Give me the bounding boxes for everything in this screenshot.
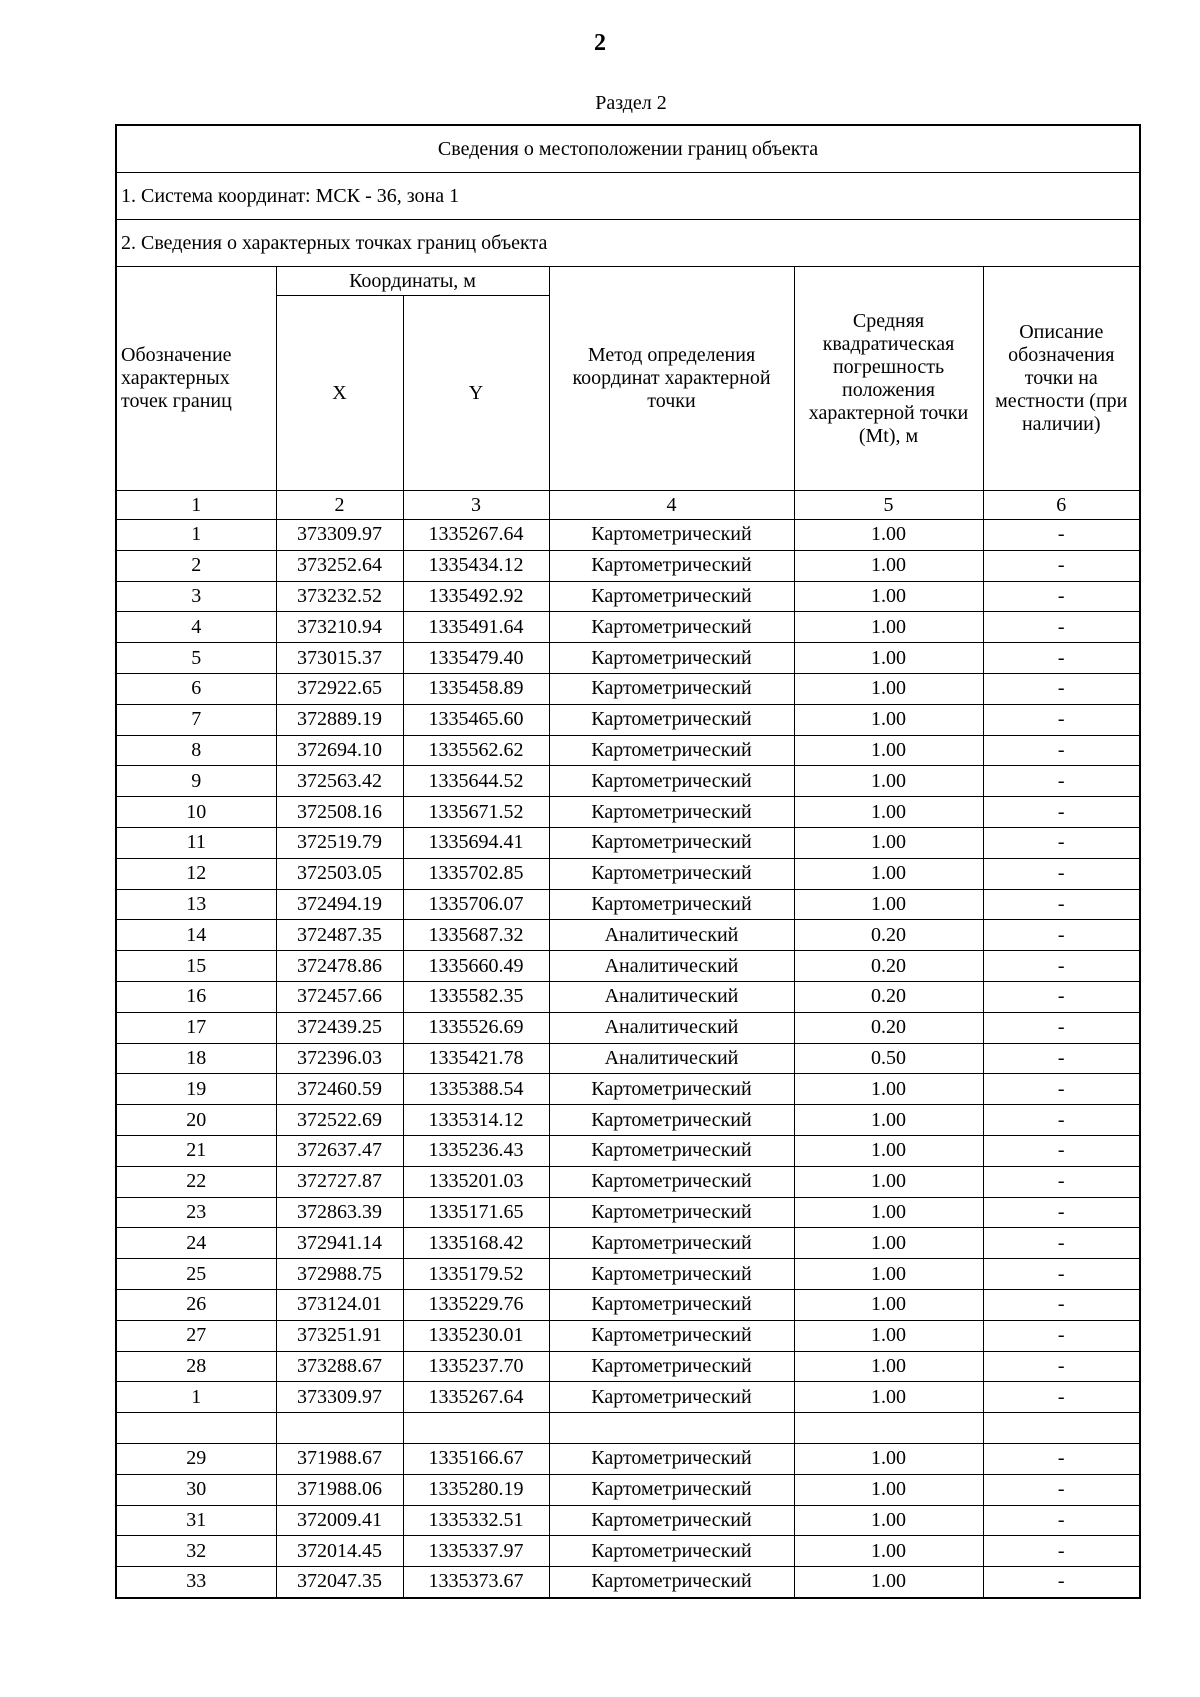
method-cell: Аналитический [549,951,794,982]
method-cell: Картометрический [549,673,794,704]
table-row [116,520,1140,551]
method-cell: Картометрический [549,1382,794,1413]
y-cell: 1335660.49 [403,951,549,982]
x-cell: 372047.35 [276,1567,403,1598]
y-cell: 1335702.85 [403,858,549,889]
x-cell: 372503.05 [276,858,403,889]
table-row [116,1443,1140,1474]
table-row [116,1012,1140,1043]
table-row [116,1320,1140,1351]
y-cell: 1335168.42 [403,1228,549,1259]
point-id-cell: 25 [116,1259,276,1290]
table-row [116,889,1140,920]
y-cell: 1335236.43 [403,1135,549,1166]
y-cell: 1335421.78 [403,1043,549,1074]
points-heading: 2. Сведения о характерных точках границ объекта [116,220,1140,267]
table-row [116,673,1140,704]
table-row [116,766,1140,797]
description-cell: - [983,1474,1140,1505]
point-id-cell: 8 [116,735,276,766]
header-coordinates: Координаты, м [276,267,549,296]
description-cell: - [983,1351,1140,1382]
table-row [116,1567,1140,1598]
separator-row [116,1413,1140,1444]
header-method: Метод определения координат характерной точки [549,267,794,491]
error-cell: 1.00 [794,1259,983,1290]
error-cell: 1.00 [794,1320,983,1351]
method-cell: Картометрический [549,1259,794,1290]
description-cell: - [983,581,1140,612]
table-row [116,1536,1140,1567]
table-row [116,1166,1140,1197]
x-cell: 372439.25 [276,1012,403,1043]
column-number: 6 [983,491,1140,520]
error-cell: 1.00 [794,581,983,612]
x-cell: 373251.91 [276,1320,403,1351]
method-cell: Аналитический [549,1012,794,1043]
method-cell: Картометрический [549,581,794,612]
table-row [116,1197,1140,1228]
y-cell: 1335492.92 [403,581,549,612]
point-id-cell: 7 [116,704,276,735]
empty-cell [549,1413,794,1444]
table-row [116,1505,1140,1536]
y-cell: 1335267.64 [403,1382,549,1413]
method-cell: Картометрический [549,1505,794,1536]
method-cell: Картометрический [549,766,794,797]
column-number: 3 [403,491,549,520]
point-id-cell: 10 [116,797,276,828]
error-cell: 1.00 [794,735,983,766]
header-x: X [276,296,403,491]
y-cell: 1335687.32 [403,920,549,951]
point-id-cell: 17 [116,1012,276,1043]
method-cell: Картометрический [549,1166,794,1197]
x-cell: 372863.39 [276,1197,403,1228]
point-id-cell: 2 [116,550,276,581]
description-cell: - [983,797,1140,828]
point-id-cell: 1 [116,520,276,551]
description-cell: - [983,643,1140,674]
y-cell: 1335694.41 [403,827,549,858]
table-row [116,797,1140,828]
method-cell: Картометрический [549,1197,794,1228]
x-cell: 372988.75 [276,1259,403,1290]
point-id-cell: 6 [116,673,276,704]
point-id-cell: 33 [116,1567,276,1598]
empty-cell [983,1413,1140,1444]
description-cell: - [983,1259,1140,1290]
method-cell: Картометрический [549,1105,794,1136]
method-cell: Картометрический [549,550,794,581]
coordinate-system: 1. Система координат: МСК - 36, зона 1 [116,173,1140,220]
description-cell: - [983,1197,1140,1228]
table-row [116,1259,1140,1290]
description-cell: - [983,981,1140,1012]
description-cell: - [983,858,1140,889]
y-cell: 1335582.35 [403,981,549,1012]
y-cell: 1335458.89 [403,673,549,704]
method-cell: Картометрический [549,1443,794,1474]
table-row [116,1351,1140,1382]
table-row [116,550,1140,581]
y-cell: 1335280.19 [403,1474,549,1505]
error-cell: 1.00 [794,1105,983,1136]
y-cell: 1335166.67 [403,1443,549,1474]
x-cell: 372519.79 [276,827,403,858]
table-row [116,1135,1140,1166]
point-id-cell: 15 [116,951,276,982]
x-cell: 372922.65 [276,673,403,704]
description-cell: - [983,1105,1140,1136]
x-cell: 373288.67 [276,1351,403,1382]
point-id-cell: 21 [116,1135,276,1166]
point-id-cell: 1 [116,1382,276,1413]
description-cell: - [983,889,1140,920]
point-id-cell: 22 [116,1166,276,1197]
y-cell: 1335337.97 [403,1536,549,1567]
column-number: 2 [276,491,403,520]
table-row [116,827,1140,858]
y-cell: 1335179.52 [403,1259,549,1290]
method-cell: Картометрический [549,643,794,674]
y-cell: 1335332.51 [403,1505,549,1536]
error-cell: 0.20 [794,920,983,951]
x-cell: 373015.37 [276,643,403,674]
description-cell: - [983,1166,1140,1197]
x-cell: 372487.35 [276,920,403,951]
error-cell: 1.00 [794,550,983,581]
y-cell: 1335373.67 [403,1567,549,1598]
point-id-cell: 16 [116,981,276,1012]
error-cell: 0.20 [794,951,983,982]
point-id-cell: 30 [116,1474,276,1505]
error-cell: 1.00 [794,1074,983,1105]
point-id-cell: 14 [116,920,276,951]
x-cell: 373210.94 [276,612,403,643]
column-number: 4 [549,491,794,520]
boundary-points-table [115,124,1141,1599]
x-cell: 372727.87 [276,1166,403,1197]
description-cell: - [983,1567,1140,1598]
description-cell: - [983,1443,1140,1474]
x-cell: 372478.86 [276,951,403,982]
table-title: Сведения о местоположении границ объекта [116,125,1140,173]
method-cell: Картометрический [549,1351,794,1382]
method-cell: Картометрический [549,1228,794,1259]
description-cell: - [983,520,1140,551]
empty-cell [116,1413,276,1444]
y-cell: 1335671.52 [403,797,549,828]
method-cell: Картометрический [549,858,794,889]
x-cell: 372396.03 [276,1043,403,1074]
point-id-cell: 3 [116,581,276,612]
point-id-cell: 23 [116,1197,276,1228]
point-id-cell: 31 [116,1505,276,1536]
description-cell: - [983,1320,1140,1351]
y-cell: 1335229.76 [403,1289,549,1320]
method-cell: Картометрический [549,1289,794,1320]
x-cell: 372941.14 [276,1228,403,1259]
method-cell: Картометрический [549,889,794,920]
table-row [116,581,1140,612]
point-id-cell: 32 [116,1536,276,1567]
error-cell: 1.00 [794,1351,983,1382]
y-cell: 1335230.01 [403,1320,549,1351]
error-cell: 1.00 [794,889,983,920]
y-cell: 1335706.07 [403,889,549,920]
description-cell: - [983,735,1140,766]
point-id-cell: 24 [116,1228,276,1259]
y-cell: 1335434.12 [403,550,549,581]
empty-cell [403,1413,549,1444]
description-cell: - [983,1074,1140,1105]
error-cell: 1.00 [794,1567,983,1598]
y-cell: 1335237.70 [403,1351,549,1382]
column-number: 5 [794,491,983,520]
header-y: Y [403,296,549,491]
method-cell: Картометрический [549,1536,794,1567]
y-cell: 1335526.69 [403,1012,549,1043]
error-cell: 0.20 [794,981,983,1012]
description-cell: - [983,920,1140,951]
error-cell: 0.20 [794,1012,983,1043]
table-row [116,951,1140,982]
section-label: Раздел 2 [595,92,667,114]
x-cell: 371988.06 [276,1474,403,1505]
x-cell: 372889.19 [276,704,403,735]
table-row [116,1474,1140,1505]
method-cell: Картометрический [549,827,794,858]
method-cell: Картометрический [549,1074,794,1105]
point-id-cell: 29 [116,1443,276,1474]
error-cell: 1.00 [794,1135,983,1166]
error-cell: 1.00 [794,1536,983,1567]
point-id-cell: 13 [116,889,276,920]
header-designation: Обозначение характерных точек границ [116,267,276,491]
table-row [116,704,1140,735]
method-cell: Картометрический [549,612,794,643]
error-cell: 1.00 [794,1228,983,1259]
error-cell: 1.00 [794,520,983,551]
x-cell: 373309.97 [276,520,403,551]
x-cell: 373124.01 [276,1289,403,1320]
point-id-cell: 19 [116,1074,276,1105]
y-cell: 1335479.40 [403,643,549,674]
y-cell: 1335388.54 [403,1074,549,1105]
x-cell: 373252.64 [276,550,403,581]
description-cell: - [983,1135,1140,1166]
method-cell: Картометрический [549,797,794,828]
description-cell: - [983,1043,1140,1074]
point-id-cell: 27 [116,1320,276,1351]
error-cell: 0.50 [794,1043,983,1074]
y-cell: 1335267.64 [403,520,549,551]
x-cell: 372694.10 [276,735,403,766]
y-cell: 1335465.60 [403,704,549,735]
error-cell: 1.00 [794,827,983,858]
method-cell: Картометрический [549,1474,794,1505]
table-row [116,920,1140,951]
table-row [116,1074,1140,1105]
error-cell: 1.00 [794,704,983,735]
point-id-cell: 11 [116,827,276,858]
description-cell: - [983,951,1140,982]
x-cell: 372009.41 [276,1505,403,1536]
x-cell: 372457.66 [276,981,403,1012]
error-cell: 1.00 [794,1474,983,1505]
description-cell: - [983,1382,1140,1413]
table-row [116,1228,1140,1259]
table-row [116,643,1140,674]
method-cell: Картометрический [549,1135,794,1166]
error-cell: 1.00 [794,612,983,643]
description-cell: - [983,1012,1140,1043]
error-cell: 1.00 [794,1382,983,1413]
table-row [116,735,1140,766]
error-cell: 1.00 [794,858,983,889]
method-cell: Картометрический [549,735,794,766]
description-cell: - [983,612,1140,643]
table-row [116,1289,1140,1320]
description-cell: - [983,1228,1140,1259]
description-cell: - [983,704,1140,735]
point-id-cell: 18 [116,1043,276,1074]
method-cell: Картометрический [549,520,794,551]
x-cell: 373309.97 [276,1382,403,1413]
x-cell: 373232.52 [276,581,403,612]
y-cell: 1335644.52 [403,766,549,797]
header-description: Описание обозначения точки на местности (при наличии) [983,267,1140,491]
error-cell: 1.00 [794,797,983,828]
point-id-cell: 4 [116,612,276,643]
x-cell: 372460.59 [276,1074,403,1105]
x-cell: 372637.47 [276,1135,403,1166]
description-cell: - [983,1505,1140,1536]
method-cell: Картометрический [549,704,794,735]
point-id-cell: 5 [116,643,276,674]
table-row [116,1043,1140,1074]
point-id-cell: 9 [116,766,276,797]
page-number: 2 [594,30,606,56]
error-cell: 1.00 [794,1505,983,1536]
error-cell: 1.00 [794,673,983,704]
error-cell: 1.00 [794,1289,983,1320]
method-cell: Картометрический [549,1320,794,1351]
empty-cell [794,1413,983,1444]
table-row [116,858,1140,889]
x-cell: 372508.16 [276,797,403,828]
y-cell: 1335562.62 [403,735,549,766]
description-cell: - [983,1536,1140,1567]
method-cell: Аналитический [549,1043,794,1074]
x-cell: 372494.19 [276,889,403,920]
table-row [116,1105,1140,1136]
error-cell: 1.00 [794,766,983,797]
y-cell: 1335491.64 [403,612,549,643]
method-cell: Картометрический [549,1567,794,1598]
method-cell: Аналитический [549,920,794,951]
error-cell: 1.00 [794,1197,983,1228]
point-id-cell: 12 [116,858,276,889]
table-row [116,981,1140,1012]
point-id-cell: 28 [116,1351,276,1382]
x-cell: 371988.67 [276,1443,403,1474]
point-id-cell: 26 [116,1289,276,1320]
empty-cell [276,1413,403,1444]
x-cell: 372014.45 [276,1536,403,1567]
header-error: Средняя квадратическая погрешность положения характерной точки (Mt), м [794,267,983,491]
table-row [116,612,1140,643]
y-cell: 1335201.03 [403,1166,549,1197]
x-cell: 372522.69 [276,1105,403,1136]
error-cell: 1.00 [794,1166,983,1197]
description-cell: - [983,766,1140,797]
table-row [116,1382,1140,1413]
x-cell: 372563.42 [276,766,403,797]
point-id-cell: 20 [116,1105,276,1136]
method-cell: Аналитический [549,981,794,1012]
description-cell: - [983,1289,1140,1320]
error-cell: 1.00 [794,1443,983,1474]
y-cell: 1335171.65 [403,1197,549,1228]
description-cell: - [983,550,1140,581]
description-cell: - [983,673,1140,704]
column-number: 1 [116,491,276,520]
y-cell: 1335314.12 [403,1105,549,1136]
error-cell: 1.00 [794,643,983,674]
description-cell: - [983,827,1140,858]
